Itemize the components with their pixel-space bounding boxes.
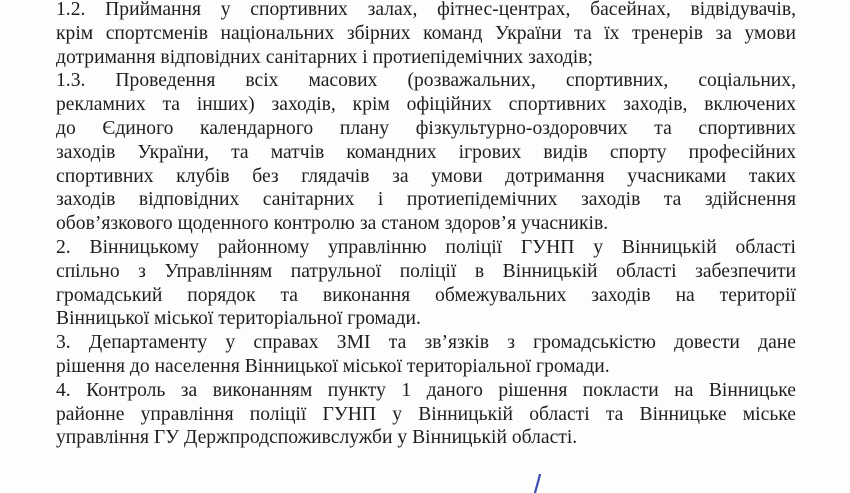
text-line: до Єдиного календарного плану фізкультурно-оздоровчих та спортивних <box>56 117 796 139</box>
text-line: заходів відповідних санітарних і протиепідемічних заходів та здійснення <box>56 189 796 211</box>
document-body <box>56 0 796 450</box>
text-line: спортивних клубів без глядачів за умови дотримання учасниками таких <box>56 165 796 187</box>
text-line: обов’язкового щоденного контролю за станом здоров’я учасників. <box>56 213 609 235</box>
text-line: 3. Департаменту у справах ЗМІ та зв’язків з громадськістю довести дане <box>56 332 796 354</box>
text-line: громадський порядок та виконання обмежувальних заходів на території <box>56 284 796 306</box>
text-line: управління ГУ Держпродспоживслужби у Вінницькій області. <box>56 427 578 449</box>
paragraph-4 <box>56 379 796 450</box>
text-line: Вінницької міської територіальної громади. <box>56 308 421 330</box>
paragraph-2 <box>56 236 796 331</box>
text-line: спільно з Управлінням патрульної поліції в Вінницькій області забезпечити <box>56 260 796 282</box>
text-line: 1.2. Приймання у спортивних залах, фітнес-центрах, басейнах, відвідувачів, <box>56 0 796 20</box>
text-line: 1.3. Проведення всіх масових (розважальних, спортивних, соціальних, <box>56 70 796 92</box>
text-line: рішення до населення Вінницької міської територіальної громади. <box>56 355 610 377</box>
paragraph-1-3 <box>56 69 796 236</box>
paragraph-1-2 <box>56 0 796 69</box>
text-line: крім спортсменів національних збірних команд України та їх тренерів за умови <box>56 22 796 44</box>
text-line: 2. Вінницькому районному управлінню поліції ГУНП у Вінницькій області <box>56 236 796 258</box>
signature-stroke-icon <box>534 474 542 493</box>
text-line: 4. Контроль за виконанням пункту 1 даного рішення покласти на Вінницьке <box>56 379 796 401</box>
text-line: рекламних та інших) заходів, крім офіційних спортивних заходів, включених <box>56 94 796 116</box>
text-line: заходів України, та матчів командних ігрових видів спорту професійних <box>56 141 796 163</box>
text-line: дотримання відповідних санітарних і протиепідемічних заходів; <box>56 46 593 68</box>
paragraph-3 <box>56 331 796 379</box>
text-line: районне управління поліції ГУНП у Вінницькій області та Вінницьке міське <box>56 403 796 425</box>
